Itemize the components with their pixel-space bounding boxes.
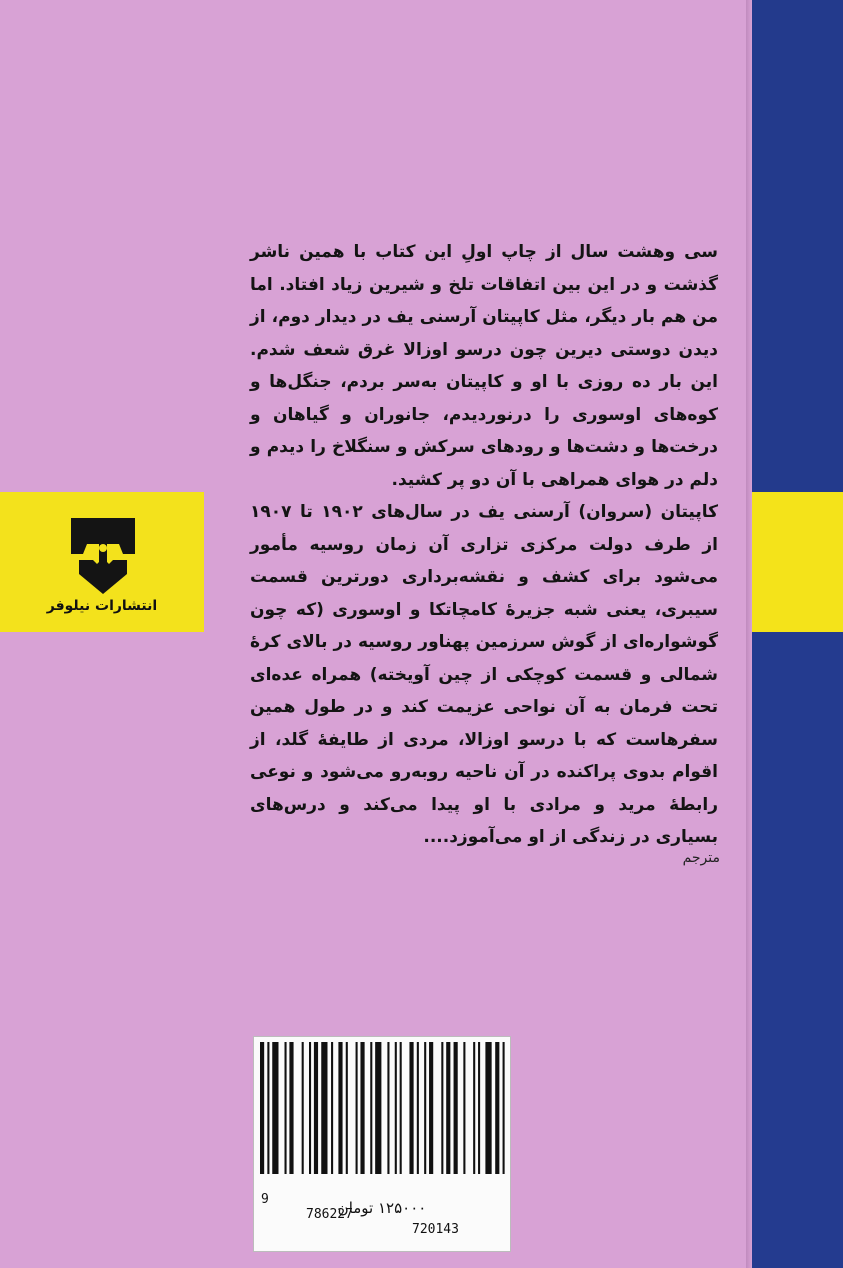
barcode-bar <box>473 1042 475 1174</box>
translator-signature: مترجم <box>682 850 720 866</box>
spine-blue-top <box>752 0 843 492</box>
barcode-bar <box>309 1042 311 1174</box>
barcode-bar <box>485 1042 491 1174</box>
barcode-bar <box>289 1042 293 1174</box>
barcode-bar <box>260 1042 264 1174</box>
barcode-bar <box>395 1042 397 1174</box>
publisher-name: انتشارات نیلوفر <box>46 598 158 614</box>
niloufar-logo-icon <box>69 516 137 596</box>
barcode-image <box>256 1040 508 1176</box>
barcode-bar <box>331 1042 333 1174</box>
barcode-bar <box>400 1042 402 1174</box>
barcode-bar <box>314 1042 318 1174</box>
barcode-bar <box>360 1042 364 1174</box>
barcode-bar <box>346 1042 348 1174</box>
barcode-bar <box>503 1042 505 1174</box>
blurb-paragraph: سی وهشت سال از چاپ اولِ این کتاب با همین ناشر گذشت و در این بین اتفاقات تلخ و شیرین زیاد افتاد. اما من هم بار دیگر، مثل کاپیتان آرسنی یف در دیدار دوم، از دیدن دوستی دیرین چون درسو اوزالا غرق شعف شدم. این بار ده روزی با او و کاپیتان به‌سر بردم، جنگل‌ها و کوه‌های اوسوری را درنوردیدم، جانوران و گیاهان و درخت‌ها و دشت‌ها و رودهای سرکش و سنگلاخ را دیدم و دلم در هوای همراهی با آن دو پر کشید. <box>250 242 718 490</box>
isbn-prefix: 9 <box>261 1192 269 1207</box>
barcode-bar <box>370 1042 372 1174</box>
barcode-bar <box>387 1042 389 1174</box>
isbn-group-2: 720143 <box>412 1222 459 1237</box>
barcode-bar <box>338 1042 342 1174</box>
barcode-bar <box>356 1042 358 1174</box>
barcode-bar <box>441 1042 443 1174</box>
isbn-group-1: 786227 <box>306 1207 353 1222</box>
barcode-bar <box>302 1042 304 1174</box>
barcode-bar <box>454 1042 458 1174</box>
spine-yellow-band <box>752 492 843 632</box>
barcode-bar <box>417 1042 419 1174</box>
barcode-bar <box>495 1042 499 1174</box>
barcode-bar <box>446 1042 450 1174</box>
barcode-bar <box>478 1042 480 1174</box>
barcode-bar <box>285 1042 287 1174</box>
spine-blue-bottom <box>752 632 843 1268</box>
barcode-bar <box>375 1042 381 1174</box>
barcode-bar <box>267 1042 269 1174</box>
blurb-paragraph: کاپیتان (سروان) آرسنی یف در سال‌های ۱۹۰۲ تا ۱۹۰۷ از طرف دولت مرکزی تزاری آن زمان روسیه مأمور می‌شود برای کشف و نقشه‌برداری دورترین قسمت سیبری، یعنی شبه جزیرهٔ کامچاتکا و اوسوری (که چون گوشواره‌ای از گوش سرزمین پهناور روسیه در بالای کرهٔ شمالی و قسمت کوچکی از چین آویخته) همراه عده‌ای تحت فرمان به آن نواحی عزیمت کند و در طول همین سفرهاست که با درسو اوزالا، مردی از طایفهٔ گلد، از اقوام بدوی پراکنده در آن ناحیه روبه‌رو می‌شود و نوعی رابطهٔ مرید و مرادی با او پیدا می‌کند و درس‌های بسیاری در زندگی از او می‌آموزد.... <box>250 502 719 847</box>
barcode-bar <box>321 1042 327 1174</box>
price-label: ۱۲۵۰۰۰ تومان <box>337 1199 427 1217</box>
barcode-bar <box>424 1042 426 1174</box>
barcode-label <box>253 1036 511 1252</box>
blurb-text <box>250 236 718 854</box>
barcode-bar <box>272 1042 278 1174</box>
barcode-bar <box>409 1042 413 1174</box>
barcode-bar <box>463 1042 465 1174</box>
barcode-bar <box>429 1042 433 1174</box>
